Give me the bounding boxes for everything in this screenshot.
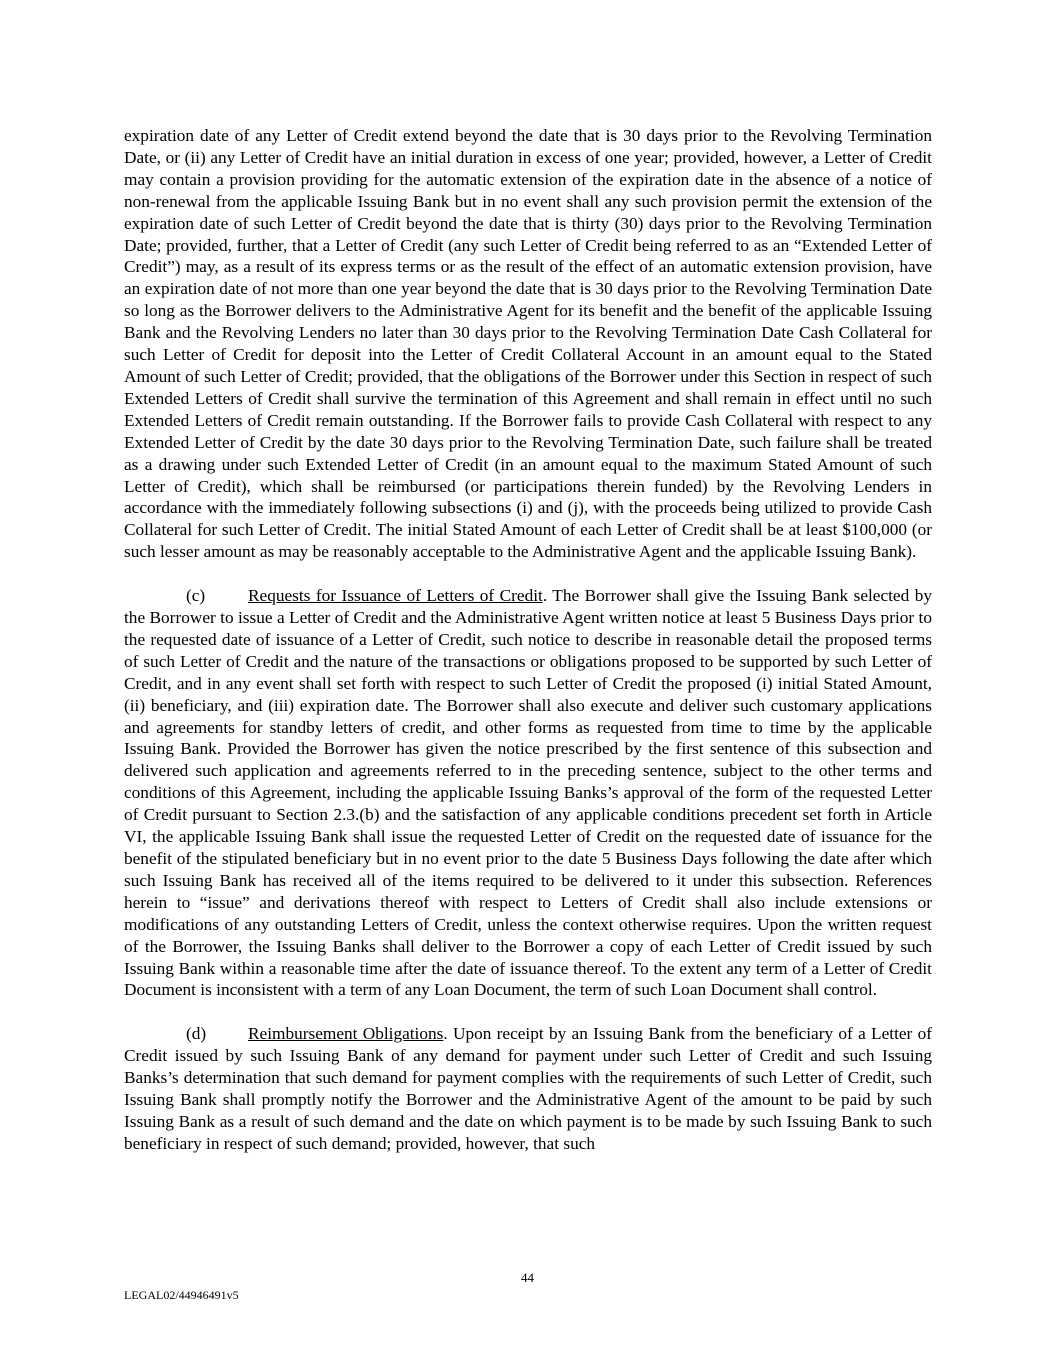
- paragraph-d: [124, 1023, 932, 1154]
- paragraph-d-label: (d): [186, 1024, 207, 1044]
- paragraph-c: [124, 585, 932, 1001]
- page-number: 44: [521, 1270, 534, 1285]
- paragraph-c-text: . The Borrower shall give the Issuing Bank selected by the Borrower to issue a Letter of Credit and the Administrative Agent written notice at least 5 Business Days prior to the requested date of issuance of a Letter of Credit, such notice to describe in reasonable detail the proposed terms of such Letter of Credit and the nature of the transactions or obligations proposed to be supported by such Letter of Credit, and in any event shall set forth with respect to such Letter of Credit the proposed (i) initial Stated Amount, (ii) beneficiary, and (iii) expiration date. The Borrower shall also execute and deliver such customary applications and agreements for standby letters of credit, and other forms as requested from time to time by the applicable Issuing Bank. Provided the Borrower has given the notice prescribed by the first sentence of this subsection and delivered such application and agreements referred to in the preceding sentence, subject to the other terms and conditions of this Agreement, including the applicable Issuing Banks’s approval of the form of the requested Letter of Credit pursuant to Section 2.3.(b) and the satisfaction of any applicable conditions precedent set forth in Article VI, the applicable Issuing Bank shall issue the requested Letter of Credit on the requested date of issuance for the benefit of the stipulated beneficiary but in no event prior to the date 5 Business Days following the date after which such Issuing Bank has received all of the items required to be delivered to it under this subsection. References herein to “issue” and derivations thereof with respect to Letters of Credit shall also include extensions or modifications of any outstanding Letters of Credit, unless the context otherwise requires. Upon the written request of the Borrower, the Issuing Banks shall deliver to the Borrower a copy of each Letter of Credit issued by such Issuing Bank within a reasonable time after the date of issuance thereof. To the extent any term of a Letter of Credit Document is inconsistent with a term of any Loan Document, the term of such Loan Document shall control.: [124, 586, 932, 1000]
- document-id: LEGAL02/44946491v5: [124, 1288, 239, 1302]
- paragraph-c-label: (c): [186, 586, 206, 606]
- paragraph-d-heading: Reimbursement Obligations: [248, 1024, 444, 1044]
- document-body: [124, 125, 932, 1155]
- paragraph-b-continuation: expiration date of any Letter of Credit extend beyond the date that is 30 days prior to the Revolving Termination Date, or (ii) any Letter of Credit have an initial duration in excess of one year; provided, however, a Letter of Credit may contain a provision providing for the automatic extension of the expiration date in the absence of a notice of non-renewal from the applicable Issuing Bank but in no event shall any such provision permit the extension of the expiration date of such Letter of Credit beyond the date that is thirty (30) days prior to the Revolving Termination Date; provided, further, that a Letter of Credit (any such Letter of Credit being referred to as an “Extended Letter of Credit”) may, as a result of its express terms or as the result of the effect of an automatic extension provision, have an expiration date of not more than one year beyond the date that is 30 days prior to the Revolving Termination Date so long as the Borrower delivers to the Administrative Agent for its benefit and the benefit of the applicable Issuing Bank and the Revolving Lenders no later than 30 days prior to the Revolving Termination Date Cash Collateral for such Letter of Credit for deposit into the Letter of Credit Collateral Account in an amount equal to the Stated Amount of such Letter of Credit; provided, that the obligations of the Borrower under this Section in respect of such Extended Letters of Credit shall survive the termination of this Agreement and shall remain in effect until no such Extended Letters of Credit remain outstanding. If the Borrower fails to provide Cash Collateral with respect to any Extended Letter of Credit by the date 30 days prior to the Revolving Termination Date, such failure shall be treated as a drawing under such Extended Letter of Credit (in an amount equal to the maximum Stated Amount of such Letter of Credit), which shall be reimbursed (or participations therein funded) by the Revolving Lenders in accordance with the immediately following subsections (i) and (j), with the proceeds being utilized to provide Cash Collateral for such Letter of Credit. The initial Stated Amount of each Letter of Credit shall be at least $100,000 (or such lesser amount as may be reasonably acceptable to the Administrative Agent and the applicable Issuing Bank).: [124, 126, 932, 562]
- paragraph-d-text: . Upon receipt by an Issuing Bank from the beneficiary of a Letter of Credit issued by such Issuing Bank of any demand for payment under such Letter of Credit and such Issuing Banks’s determination that such demand for payment complies with the requirements of such Letter of Credit, such Issuing Bank shall promptly notify the Borrower and the Administrative Agent of the amount to be paid by such Issuing Bank as a result of such demand and the date on which payment is to be made by such Issuing Bank to such beneficiary in respect of such demand; provided, however, that such: [124, 1024, 932, 1153]
- paragraph-c-heading: Requests for Issuance of Letters of Credit: [248, 586, 543, 606]
